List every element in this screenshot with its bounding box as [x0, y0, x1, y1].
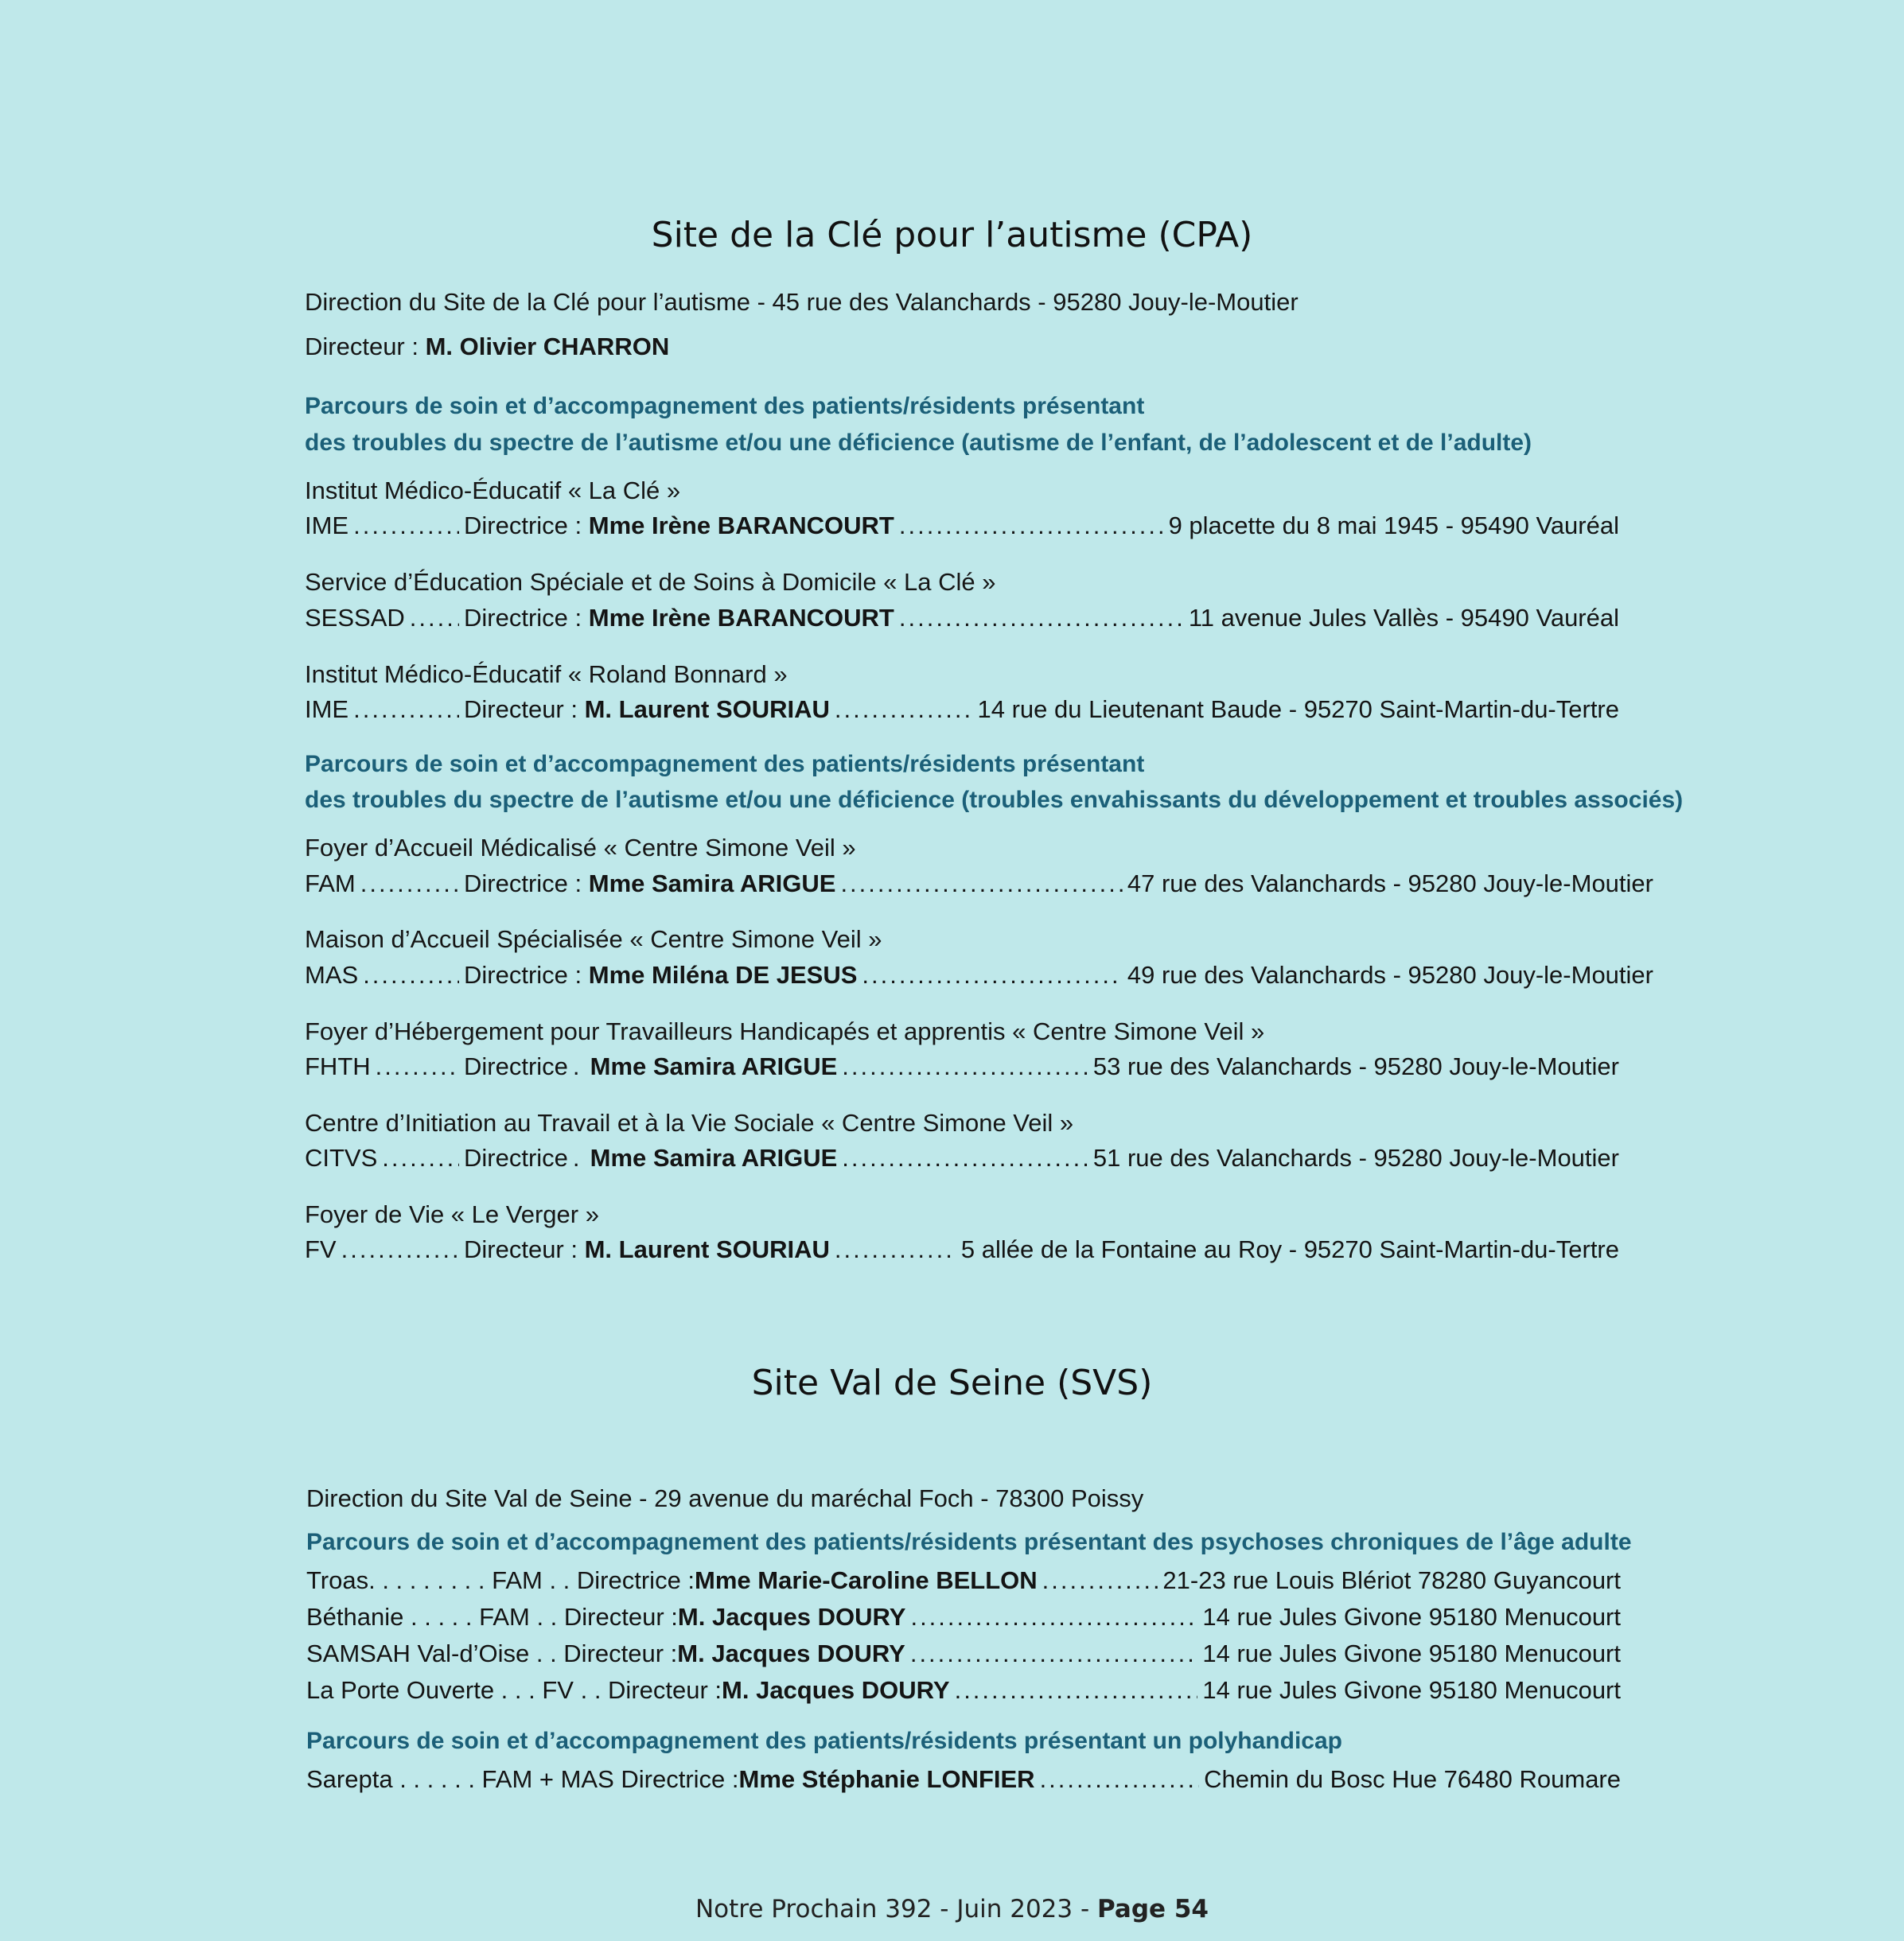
entry-name: Foyer de Vie « Le Verger » [305, 1200, 599, 1228]
entry-row: MAS ..... Directrice : Mme Miléna DE JESUS ..... 49 rue des Valanchards - 95280 Jouy-le-Moutier [305, 961, 1653, 990]
cpa-title: Site de la Clé pour l’autisme (CPA) [651, 215, 1253, 255]
entry-name: Institut Médico-Éducatif « Roland Bonnard » [305, 660, 788, 688]
svs-row: Béthanie . . . . . FAM . . Directeur : M. Jacques DOURY ..... 14 rue Jules Givone 95180 Menucourt [306, 1603, 1621, 1632]
svs-group1-heading: Parcours de soin et d’accompagnement des patients/résidents présentant des psychoses chroniques de l’âge adulte [306, 1529, 1632, 1555]
entry-row: IME ..... Directrice : Mme Irène BARANCOURT ..... 9 placette du 8 mai 1945 - 95490 Vauréal [305, 512, 1619, 540]
cpa-group1-heading-1: Parcours de soin et d’accompagnement des patients/résidents présentant [305, 393, 1145, 419]
svs-row: La Porte Ouverte . . . FV . . Directeur : M. Jacques DOURY ..... 14 rue Jules Givone 95180 Menucourt [306, 1676, 1621, 1705]
page-footer: Notre Prochain 392 - Juin 2023 - Page 54 [695, 1895, 1209, 1923]
entry-name: Foyer d’Accueil Médicalisé « Centre Simone Veil » [305, 834, 856, 862]
cpa-group1-heading-2: des troubles du spectre de l’autisme et/ou une déficience (autisme de l’enfant, de l’adolescent et de l’adulte) [305, 430, 1532, 456]
entry-row: SESSAD ..... Directrice : Mme Irène BARANCOURT ..... 11 avenue Jules Vallès - 95490 Vauréal [305, 604, 1619, 632]
svs-row: Sarepta . . . . . . FAM + MAS Directrice : Mme Stéphanie LONFIER ..... Chemin du Bosc Hue 76480 Roumare [306, 1765, 1621, 1794]
page-number: Page 54 [1097, 1895, 1209, 1923]
cpa-group2-heading-2: des troubles du spectre de l’autisme et/ou une déficience (troubles envahissants du développement et troubles associés) [305, 787, 1684, 813]
svs-group2-heading: Parcours de soin et d’accompagnement des patients/résidents présentant un polyhandicap [306, 1728, 1342, 1754]
entry-name: Institut Médico-Éducatif « La Clé » [305, 476, 681, 504]
svs-row: Troas. . . . . . . . . FAM . . Directrice : Mme Marie-Caroline BELLON ..... 21-23 rue Louis Blériot 78280 Guyancourt [306, 1566, 1621, 1595]
cpa-director: Directeur : M. Olivier CHARRON [305, 333, 670, 360]
cpa-direction: Direction du Site de la Clé pour l’autisme - 45 rue des Valanchards - 95280 Jouy-le-Moutier [305, 288, 1299, 316]
svs-row: SAMSAH Val-d’Oise . . Directeur : M. Jacques DOURY ..... 14 rue Jules Givone 95180 Menucourt [306, 1640, 1621, 1668]
entry-name: Foyer d’Hébergement pour Travailleurs Handicapés et apprentis « Centre Simone Veil » [305, 1017, 1265, 1045]
entry-name: Maison d’Accueil Spécialisée « Centre Simone Veil » [305, 925, 882, 953]
svs-direction: Direction du Site Val de Seine - 29 avenue du maréchal Foch - 78300 Poissy [306, 1484, 1144, 1512]
entry-row: CITVS ..... Directrice ..... Mme Samira ARIGUE ..... 51 rue des Valanchards - 95280 Jouy-le-Moutier [305, 1144, 1619, 1173]
entry-name: Service d’Éducation Spéciale et de Soins à Domicile « La Clé » [305, 568, 996, 596]
entry-row: IME ..... Directeur : M. Laurent SOURIAU ..... 14 rue du Lieutenant Baude - 95270 Saint-Martin-du-Tertre [305, 695, 1619, 724]
entry-row: FV ..... Directeur : M. Laurent SOURIAU ..... 5 allée de la Fontaine au Roy - 95270 Saint-Martin-du-Tertre [305, 1235, 1619, 1264]
entry-row: FHTH ..... Directrice ..... Mme Samira ARIGUE ..... 53 rue des Valanchards - 95280 Jouy-le-Moutier [305, 1052, 1619, 1081]
cpa-director-name: M. Olivier CHARRON [425, 333, 670, 360]
cpa-group2-heading-1: Parcours de soin et d’accompagnement des patients/résidents présentant [305, 751, 1145, 777]
svs-title: Site Val de Seine (SVS) [751, 1363, 1153, 1403]
entry-row: FAM ..... Directrice : Mme Samira ARIGUE ..... 47 rue des Valanchards - 95280 Jouy-le-Moutier [305, 869, 1653, 898]
entry-name: Centre d’Initiation au Travail et à la Vie Sociale « Centre Simone Veil » [305, 1109, 1074, 1137]
